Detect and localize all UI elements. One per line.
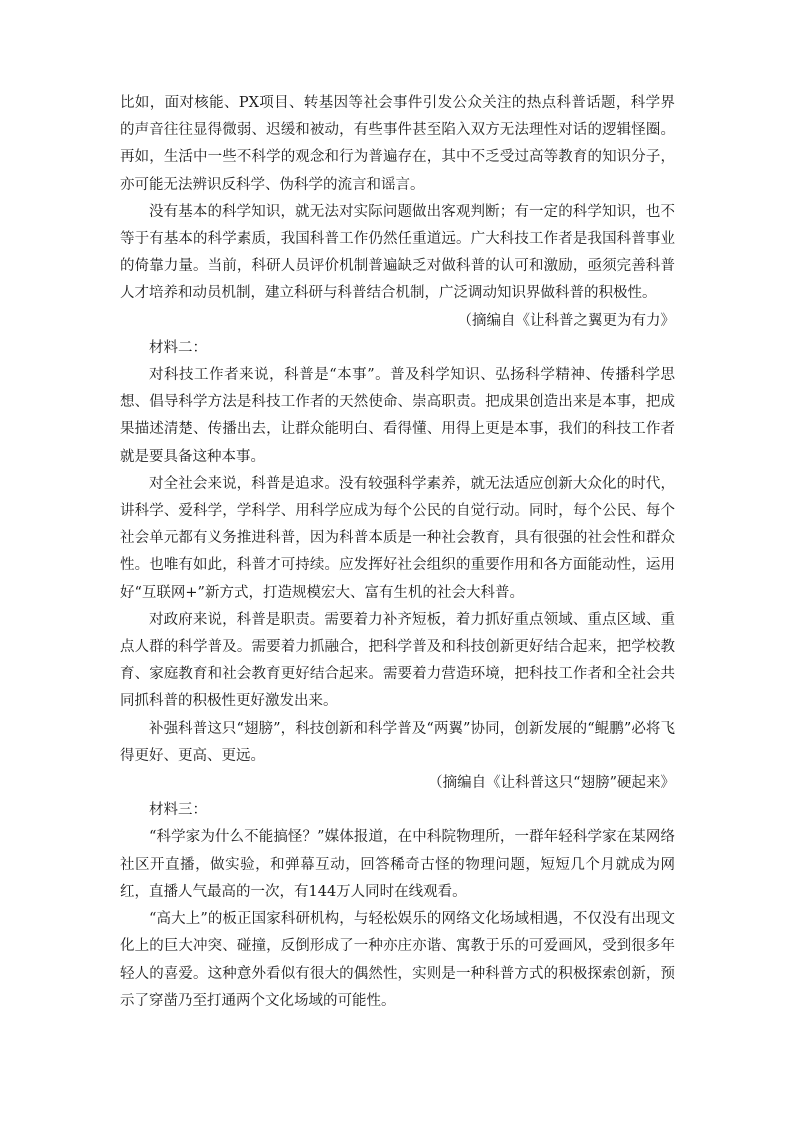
source-citation-1: （摘编自《让科普之翼更为有力》 — [457, 312, 675, 329]
material2-paragraph-3: 对政府来说，科普是职责。需要着力补齐短板，着力抓好重点领域、重点区域、重点人群的科学普及。需要着力抓融合，把科学普及和科技创新更好结合起来，把学校教育、家庭教育和社会教育更好结合起来。需要着力营造环境，把科技工作者和全社会共同抓科普的积极性更好激发出来。 — [120, 611, 675, 710]
material3-paragraph-1: “科学家为什么不能搞怪？”媒体报道，在中科院物理所，一群年轻科学家在某网络社区开直播，做实验，和弹幕互动，回答稀奇古怪的物理问题，短短几个月就成为网红，直播人气最高的一次，有144万人同时在线观看。 — [120, 829, 675, 900]
material2-paragraph-1: 对科技工作者来说，科普是“本事”。普及科学知识、弘扬科学精神、传播科学思想、倡导科学方法是科技工作者的天然使命、崇高职责。把成果创造出来是本事，把成果描述清楚、传播出去，让群众能明白、看得懂、用得上更是本事，我们的科技工作者就是要具备这种本事。 — [120, 367, 675, 465]
source-citation-2: （摘编自《让科普这只“翅膀”硬起来》 — [428, 775, 675, 792]
material2-paragraph-4: 补强科普这只“翅膀”，科技创新和科学普及“两翼”协同，创新发展的“鲲鹏”必将飞得更好、更高、更远。 — [120, 720, 675, 764]
material3-paragraph-2: “高大上”的板正国家科研机构，与轻松娱乐的网络文化场域相遇，不仅没有出现文化上的巨大冲突、碰撞，反倒形成了一种亦庄亦谐、寓教于乐的可爱画风，受到很多年轻人的喜爱。这种意外看似有很大的偶然性，实则是一种科普方式的积极探索创新，预示了穿凿乃至打通两个文化场域的可能性。 — [120, 911, 675, 1009]
document-page — [120, 90, 675, 1015]
material3-heading: 材料三： — [149, 802, 207, 819]
intro-paragraph-2: 没有基本的科学知识，就无法对实际问题做出客观判断；有一定的科学知识，也不等于有基本的科学素质，我国科普工作仍然任重道远。广大科技工作者是我国科普事业的倚靠力量。当前，科研人员评价机制普遍缺乏对做科普的认可和激励，亟须完善科普人才培养和动员机制，建立科研与科普结合机制，广泛调动知识界做科普的积极性。 — [120, 203, 675, 302]
intro-paragraph-1: 比如，面对核能、PX项目、转基因等社会事件引发公众关注的热点科普话题，科学界的声音往往显得微弱、迟缓和被动，有些事件甚至陷入双方无法理性对话的逻辑怪圈。再如，生活中一些不科学的观念和行为普遍存在，其中不乏受过高等教育的知识分子，亦可能无法辨识反科学、伪科学的流言和谣言。 — [120, 95, 675, 193]
material2-heading: 材料二： — [149, 339, 207, 356]
material2-paragraph-2: 对全社会来说，科普是追求。没有较强科学素养，就无法适应创新大众化的时代，讲科学、爱科学，学科学、用科学应成为每个公民的自觉行动。同时，每个公民、每个社会单元都有义务推进科普，因为科普本质是一种社会教育，具有很强的社会性和群众性。也唯有如此，科普才可持续。应发挥好社会组织的重要作用和各方面能动性，运用好“互联网+”新方式，打造规模宏大、富有生机的社会大科普。 — [120, 475, 675, 601]
